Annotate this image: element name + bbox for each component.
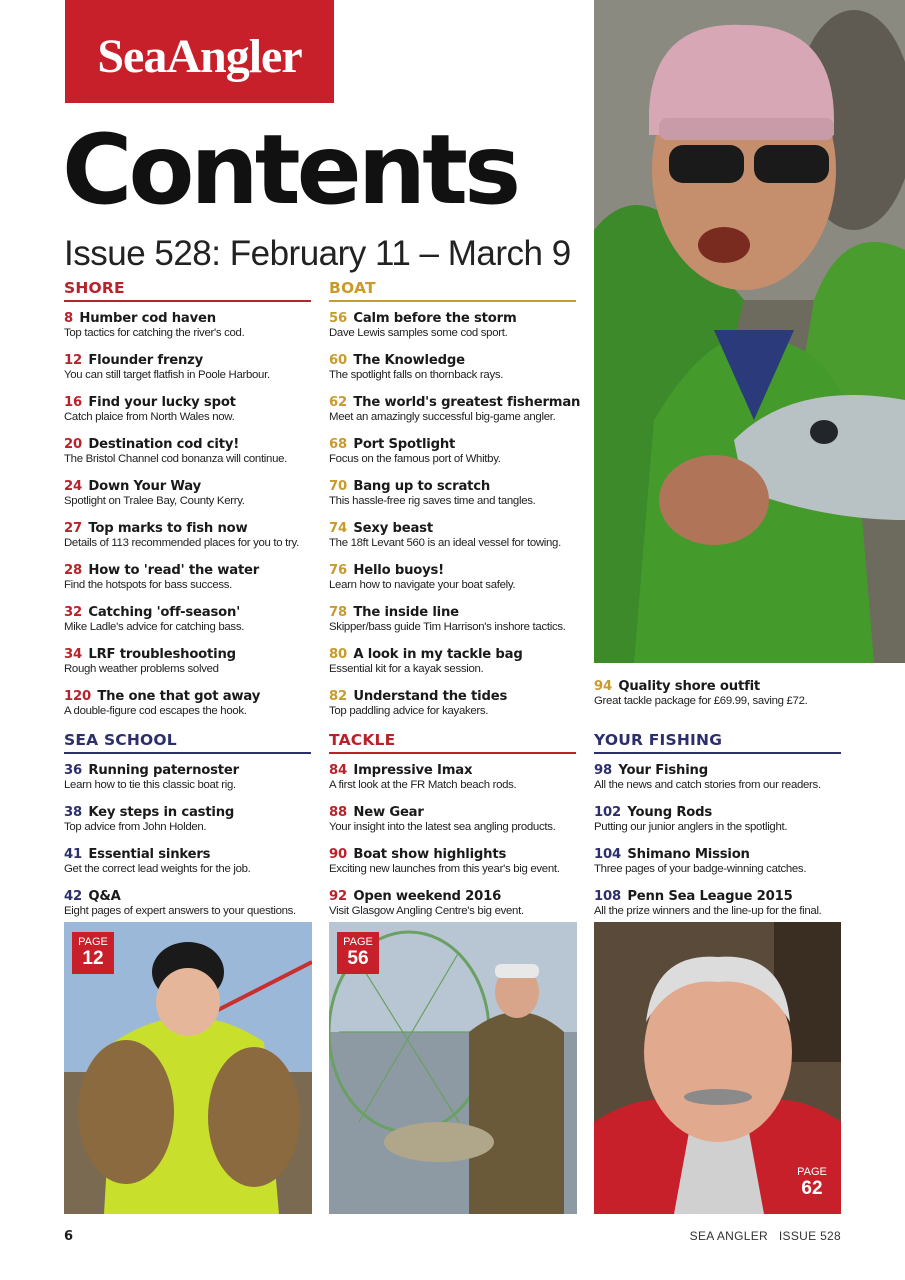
article-title: Boat show highlights [353,847,507,862]
page-number: 82 [329,689,347,704]
page-number: 34 [64,647,82,662]
page-tag-label: PAGE [797,1166,827,1178]
article-title: Top marks to fish now [88,521,248,536]
article-title: Your Fishing [618,763,708,778]
list-item[interactable] [329,847,576,876]
page-number: 102 [594,805,621,820]
article-title: Destination cod city! [88,437,240,452]
section-heading: SEA SCHOOL [64,731,311,754]
article-description: The spotlight falls on thornback rays. [329,369,504,381]
article-title: Understand the tides [353,689,508,704]
article-description: A double-figure cod escapes the hook. [64,705,247,717]
list-item[interactable] [64,605,311,634]
article-description: Learn how to navigate your boat safely. [329,579,516,591]
article-description: Focus on the famous port of Whitby. [329,453,501,465]
sea-school-section [64,731,311,931]
list-item[interactable] [64,395,311,424]
article-description: All the prize winners and the line-up for the final. [594,905,822,917]
article-title: Calm before the storm [353,311,517,326]
list-item[interactable] [329,311,576,340]
article-title: LRF troubleshooting [88,647,236,662]
article-description: Top advice from John Holden. [64,821,207,833]
article-description: Catch plaice from North Wales now. [64,411,235,423]
article-title: Port Spotlight [353,437,456,452]
page-tag-number: 62 [801,1178,823,1199]
page-title: Contents [62,114,518,226]
page-number: 84 [329,763,347,778]
article-description: Top paddling advice for kayakers. [329,705,489,717]
list-item[interactable] [64,311,311,340]
list-item[interactable] [64,889,311,918]
page-tag-label: PAGE [78,936,108,948]
article-title: Essential sinkers [88,847,211,862]
article-title: New Gear [353,805,424,820]
article-title: Shimano Mission [627,847,750,862]
flounder-angler-photo[interactable] [64,922,312,1214]
list-item[interactable] [64,847,311,876]
page-number: 24 [64,479,82,494]
article-description: Essential kit for a kayak session. [329,663,484,675]
article-description: Find the hotspots for bass success. [64,579,233,591]
article-description: Great tackle package for £69.99, saving £72. [594,695,808,707]
page-number: 41 [64,847,82,862]
page-tag [72,932,114,974]
article-description: Meet an amazingly successful big-game angler. [329,411,556,423]
section-heading: TACKLE [329,731,576,754]
list-item[interactable] [64,689,311,718]
list-item[interactable] [594,847,841,876]
article-description: All the news and catch stories from our readers. [594,779,821,791]
article-description: Putting our junior anglers in the spotlight. [594,821,788,833]
article-title: Open weekend 2016 [353,889,502,904]
article-title: Find your lucky spot [88,395,236,410]
list-item[interactable] [64,521,311,550]
list-item[interactable] [594,679,841,708]
article-title: The one that got away [97,689,261,704]
page-number: 98 [594,763,612,778]
page-number: 78 [329,605,347,620]
list-item[interactable] [594,763,841,792]
article-description: Details of 113 recommended places for you to try. [64,537,299,549]
page-number: 27 [64,521,82,536]
page-number: 70 [329,479,347,494]
article-title: Key steps in casting [88,805,235,820]
footer-magazine-issue: SEA ANGLER ISSUE 528 [689,1229,841,1243]
boat-angler-net-photo[interactable] [329,922,577,1214]
page-number: 56 [329,311,347,326]
list-item[interactable] [64,563,311,592]
article-description: Your insight into the latest sea angling products. [329,821,556,833]
page-number: 8 [64,311,73,326]
article-title: Catching 'off-season' [88,605,241,620]
page-number: 90 [329,847,347,862]
list-item[interactable] [329,805,576,834]
portrait-photo[interactable] [594,922,841,1214]
hero-angler-photo [594,0,905,663]
article-title: The world's greatest fisherman [353,395,581,410]
list-item[interactable] [64,805,311,834]
list-item[interactable] [329,605,576,634]
page-number: 38 [64,805,82,820]
list-item[interactable] [329,889,576,918]
article-title: The inside line [353,605,459,620]
page-tag [337,932,379,974]
list-item[interactable] [64,353,311,382]
article-description: Dave Lewis samples some cod sport. [329,327,508,339]
article-description: Exciting new launches from this year's big event. [329,863,560,875]
list-item[interactable] [64,479,311,508]
page-number: 94 [594,679,612,694]
page-tag-number: 12 [82,948,104,969]
page-number: 104 [594,847,621,862]
page-number: 92 [329,889,347,904]
section-heading: SHORE [64,279,311,302]
page-number: 42 [64,889,82,904]
article-title: How to 'read' the water [88,563,260,578]
footer-page-number: 6 [64,1229,74,1244]
article-description: Visit Glasgow Angling Centre's big event. [329,905,524,917]
list-item[interactable] [64,647,311,676]
article-title: Impressive Imax [353,763,473,778]
article-title: Sexy beast [353,521,433,536]
hero-angler-illustration [594,0,905,663]
article-title: Hello buoys! [353,563,444,578]
list-item[interactable] [329,647,576,676]
list-item[interactable] [594,805,841,834]
page-number: 60 [329,353,347,368]
list-item[interactable] [329,689,576,718]
list-item[interactable] [594,889,841,918]
page-tag [791,1162,833,1204]
page-number: 76 [329,563,347,578]
article-description: Learn how to tie this classic boat rig. [64,779,236,791]
list-item[interactable] [329,763,576,792]
page-number: 36 [64,763,82,778]
article-description: The 18ft Levant 560 is an ideal vessel for towing. [329,537,561,549]
list-item[interactable] [329,563,576,592]
article-description: Rough weather problems solved [64,663,219,675]
page-number: 88 [329,805,347,820]
page-number: 108 [594,889,621,904]
article-description: Spotlight on Tralee Bay, County Kerry. [64,495,245,507]
boat-section [329,279,581,731]
article-title: Penn Sea League 2015 [627,889,793,904]
page-tag-label: PAGE [343,936,373,948]
article-description: Top tactics for catching the river's cod. [64,327,245,339]
section-heading: BOAT [329,279,576,302]
page-number: 20 [64,437,82,452]
article-title: Flounder frenzy [88,353,204,368]
article-description: The Bristol Channel cod bonanza will continue. [64,453,288,465]
article-description: A first look at the FR Match beach rods. [329,779,517,791]
article-description: This hassle-free rig saves time and tangles. [329,495,536,507]
article-description: Skipper/bass guide Tim Harrison's inshore tactics. [329,621,566,633]
boat-extra-entry [594,679,841,721]
your-fishing-section [594,731,841,931]
list-item[interactable] [329,395,581,424]
page-tag-number: 56 [347,948,369,969]
page-number: 80 [329,647,347,662]
sea-angler-logo: SeaAngler [65,0,334,103]
article-title: A look in my tackle bag [353,647,523,662]
list-item[interactable] [329,437,576,466]
section-heading: YOUR FISHING [594,731,841,754]
page-number: 120 [64,689,91,704]
issue-subtitle: Issue 528: February 11 – March 9 [64,234,571,273]
article-title: Young Rods [627,805,713,820]
article-description: You can still target flatfish in Poole Harbour. [64,369,270,381]
page-number: 12 [64,353,82,368]
article-title: Q&A [88,889,121,904]
tackle-section [329,731,576,931]
article-description: Eight pages of expert answers to your questions. [64,905,296,917]
article-title: Bang up to scratch [353,479,491,494]
article-description: Three pages of your badge-winning catches. [594,863,807,875]
page-number: 62 [329,395,347,410]
list-item[interactable] [329,521,576,550]
article-title: The Knowledge [353,353,465,368]
article-title: Down Your Way [88,479,201,494]
page-number: 28 [64,563,82,578]
article-title: Running paternoster [88,763,239,778]
list-item[interactable] [64,437,311,466]
article-description: Mike Ladle's advice for catching bass. [64,621,245,633]
page-number: 68 [329,437,347,452]
article-title: Quality shore outfit [618,679,761,694]
article-description: Get the correct lead weights for the job. [64,863,251,875]
shore-section [64,279,311,731]
list-item[interactable] [329,479,576,508]
page-number: 16 [64,395,82,410]
page-number: 74 [329,521,347,536]
list-item[interactable] [329,353,576,382]
page-number: 32 [64,605,82,620]
article-title: Humber cod haven [79,311,216,326]
list-item[interactable] [64,763,311,792]
